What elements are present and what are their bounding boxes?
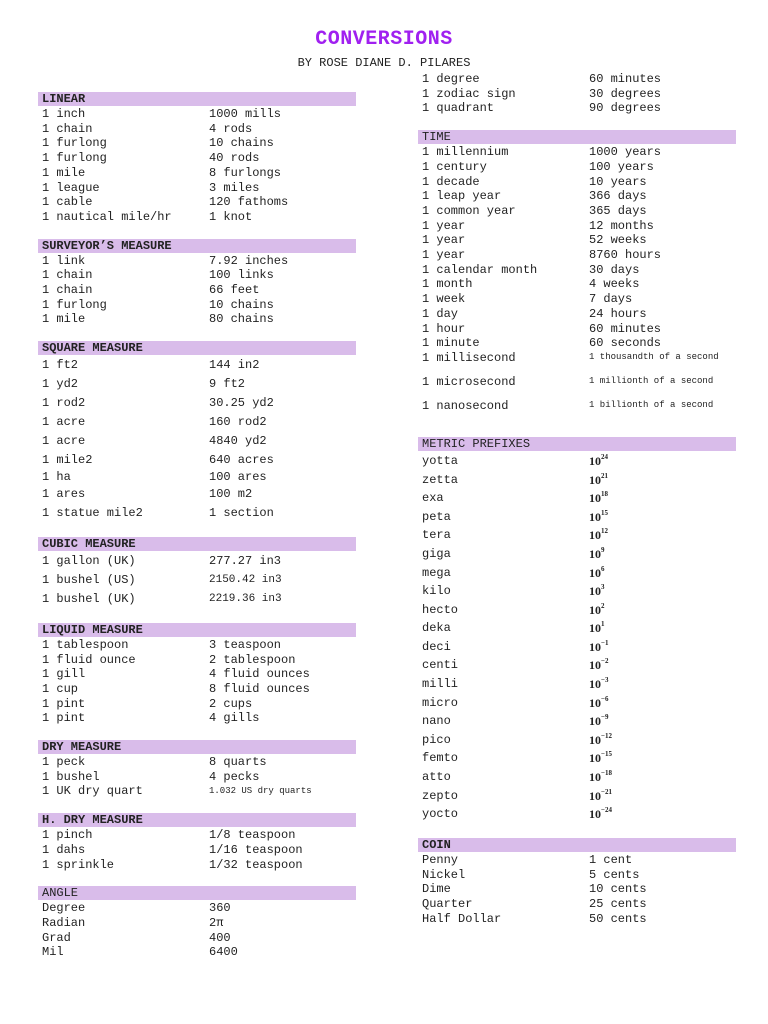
table-row: 1 common year 365 days <box>422 203 647 218</box>
table-row: 1 inch 1000 mills <box>42 107 282 121</box>
table-row: centi $10^{-2}$ <box>422 657 609 673</box>
table-row: giga $10^9$ <box>422 545 605 561</box>
table-row: Quarter 25 cents <box>422 896 647 911</box>
section-coin <box>418 838 736 927</box>
table-row: 1 tablespoon 3 teaspoon <box>42 637 282 652</box>
table-row: 1 pinch 1/8 teaspoon <box>42 828 296 843</box>
table-row: pico $10^{-12}$ <box>422 731 612 747</box>
table-row: peta $10^{15}$ <box>422 508 608 524</box>
table-row: 1 millennium 1000 years <box>422 145 662 160</box>
table-row: 1 pint 4 gills <box>42 711 260 726</box>
section-header: SURVEYOR’S MEASURE <box>38 239 356 253</box>
table-row: milli $10^{-3}$ <box>422 676 609 692</box>
table-row: nano $10^{-9}$ <box>422 713 609 729</box>
table-row: 1 microsecond 1 millionth of a second <box>422 374 714 389</box>
table-row: Radian 2π <box>42 915 224 930</box>
table-row: Nickel 5 cents <box>422 867 640 882</box>
table-row: 1 millisecond 1 thousandth of a second <box>422 350 719 365</box>
table-row: Half Dollar 50 cents <box>422 911 647 926</box>
table-row: 1 calendar month 30 days <box>422 262 640 277</box>
table-row: 1 ares 100 m2 <box>42 486 253 501</box>
section-header: LINEAR <box>38 92 356 106</box>
table-row: 1 mile2 640 acres <box>42 453 274 468</box>
table-row: 1 dahs 1/16 teaspoon <box>42 842 303 857</box>
table-row: 1 gill 4 fluid ounces <box>42 667 310 682</box>
section-liquid-measure <box>38 623 356 726</box>
table-row: 1 bushel (US) 2150.42 in3 <box>42 572 282 587</box>
table-row: mega $10^6$ <box>422 564 605 580</box>
table-row: exa $10^{18}$ <box>422 490 608 506</box>
table-row: 1 hour 60 minutes <box>422 321 662 336</box>
table-row: tera $10^{12}$ <box>422 527 608 543</box>
section-degrees <box>418 72 736 116</box>
table-row: 1 peck 8 quarts <box>42 755 267 770</box>
table-row: 1 month 4 weeks <box>422 277 640 292</box>
table-row: 1 gallon (UK) 277.27 in3 <box>42 553 282 568</box>
left-column <box>38 92 356 974</box>
table-row: atto $10^{-18}$ <box>422 769 612 785</box>
table-row: Mil 6400 <box>42 945 238 960</box>
table-row: zepto $10^{-21}$ <box>422 787 612 803</box>
table-row: 1 rod2 30.25 yd2 <box>42 396 274 411</box>
table-row: 1 year 12 months <box>422 218 654 233</box>
table-row: 1 acre 4840 yd2 <box>42 434 267 449</box>
table-row: 1 fluid ounce 2 tablespoon <box>42 652 296 667</box>
table-row: 1 sprinkle 1/32 teaspoon <box>42 857 303 872</box>
table-row: 1 mile 80 chains <box>42 312 274 327</box>
table-row: zetta $10^{21}$ <box>422 471 608 487</box>
table-row: 1 chain 100 links <box>42 268 274 283</box>
table-row: 1 acre 160 rod2 <box>42 415 267 430</box>
table-row: yotta $10^{24}$ <box>422 452 608 468</box>
table-row: deci $10^{-1}$ <box>422 638 609 654</box>
table-row: 1 league 3 miles <box>42 180 260 195</box>
table-row: Dime 10 cents <box>422 882 647 897</box>
section-header: LIQUID MEASURE <box>38 623 356 637</box>
table-row: kilo $10^3$ <box>422 583 605 599</box>
table-row: 1 pint 2 cups <box>42 696 253 711</box>
table-row: 1 furlong 10 chains <box>42 136 274 151</box>
section-header: DRY MEASURE <box>38 740 356 754</box>
table-row: 1 link 7.92 inches <box>42 253 289 268</box>
table-row: Degree 360 <box>42 901 231 916</box>
section-angle <box>38 886 356 960</box>
table-row: 1 ft2 144 in2 <box>42 358 260 373</box>
right-column <box>418 72 736 940</box>
table-row: 1 zodiac sign 30 degrees <box>422 86 662 101</box>
table-row: micro $10^{-6}$ <box>422 694 609 710</box>
section-header: TIME <box>418 130 736 144</box>
table-row: femto $10^{-15}$ <box>422 750 612 766</box>
section-h-dry-measure <box>38 813 356 872</box>
table-row: 1 chain 4 rods <box>42 121 253 136</box>
table-row: 1 nanosecond 1 billionth of a second <box>422 398 714 413</box>
table-row: 1 chain 66 feet <box>42 283 260 298</box>
table-row: 1 yd2 9 ft2 <box>42 377 246 392</box>
table-row: 1 bushel (UK) 2219.36 in3 <box>42 591 282 606</box>
table-row: Penny 1 cent <box>422 852 633 867</box>
table-row: 1 year 52 weeks <box>422 233 647 248</box>
table-row: hecto $10^2$ <box>422 601 605 617</box>
table-row: 1 quadrant 90 degrees <box>422 101 662 116</box>
page-subtitle: BY ROSE DIANE D. PILARES <box>297 56 471 70</box>
table-row: 1 statue mile2 1 section <box>42 505 274 520</box>
section-header: COIN <box>418 838 736 852</box>
table-row: 1 mile 8 furlongs <box>42 165 282 180</box>
table-row: 1 cable 120 fathoms <box>42 195 289 210</box>
table-row: 1 degree 60 minutes <box>422 72 662 86</box>
section-time <box>418 130 736 423</box>
section-cubic-measure <box>38 537 356 609</box>
section-dry-measure <box>38 740 356 799</box>
table-row: 1 furlong 10 chains <box>42 297 274 312</box>
section-header: METRIC PREFIXES <box>418 437 736 451</box>
section-header: CUBIC MEASURE <box>38 537 356 551</box>
section-square-measure <box>38 341 356 523</box>
page-title: CONVERSIONS <box>315 28 453 51</box>
table-row: yocto $10^{-24}$ <box>422 806 612 822</box>
section-header: H. DRY MEASURE <box>38 813 356 827</box>
table-row: Grad 400 <box>42 930 231 945</box>
table-row: 1 century 100 years <box>422 159 654 174</box>
table-row: 1 furlong 40 rods <box>42 151 260 166</box>
table-row: deka $10^1$ <box>422 620 605 636</box>
table-row: 1 nautical mile/hr 1 knot <box>42 209 253 224</box>
table-row: 1 UK dry quart 1.032 US dry quarts <box>42 784 312 799</box>
section-metric-prefixes <box>418 437 736 824</box>
table-row: 1 leap year 366 days <box>422 189 647 204</box>
table-row: 1 day 24 hours <box>422 306 647 321</box>
section-header: SQUARE MEASURE <box>38 341 356 355</box>
table-row: 1 week 7 days <box>422 292 633 307</box>
table-row: 1 cup 8 fluid ounces <box>42 681 310 696</box>
table-row: 1 ha 100 ares <box>42 470 267 485</box>
table-row: 1 year 8760 hours <box>422 248 662 263</box>
section-header: ANGLE <box>38 886 356 900</box>
section-surveyors-measure <box>38 239 356 328</box>
table-row: 1 bushel 4 pecks <box>42 769 260 784</box>
table-row: 1 minute 60 seconds <box>422 336 662 351</box>
table-row: 1 decade 10 years <box>422 174 647 189</box>
section-linear <box>38 92 356 225</box>
